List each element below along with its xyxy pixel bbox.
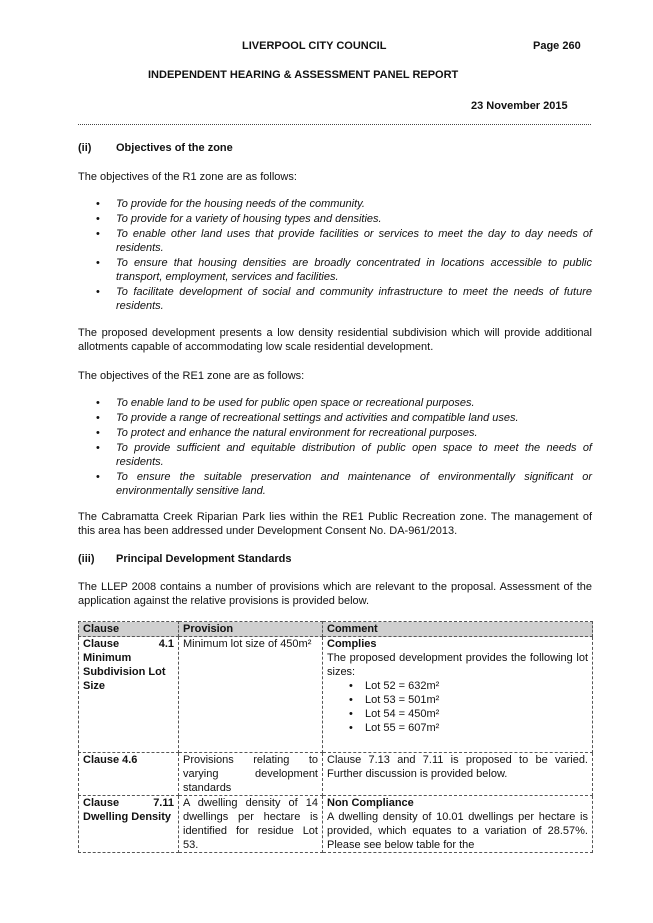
- comment-text: The proposed development provides the following lot sizes:: [327, 652, 588, 678]
- section-number: (ii): [78, 142, 92, 154]
- header-divider: [78, 124, 591, 125]
- provision-cell: Provisions relating to varying development standards: [179, 753, 323, 796]
- clause-cell: [79, 637, 179, 753]
- list-item: • To provide sufficient and equitable distribution of public open space to meet the needs of residents.: [78, 441, 592, 469]
- table-row: [79, 753, 593, 796]
- comment-cell: Clause 7.13 and 7.11 is proposed to be varied. Further discussion is provided below.: [323, 753, 593, 796]
- list-item: • Lot 52 = 632m²: [349, 679, 588, 693]
- report-title: INDEPENDENT HEARING & ASSESSMENT PANEL REPORT: [148, 69, 459, 81]
- clause-number: 4.1: [158, 638, 174, 650]
- list-item: • To enable land to be used for public open space or recreational purposes.: [78, 396, 592, 410]
- re1-summary: The Cabramatta Creek Riparian Park lies within the RE1 Public Recreation zone. The management of this area has been addressed under Development Consent No. DA-961/2013.: [78, 511, 592, 537]
- section-heading-standards: [78, 553, 291, 565]
- section-number: (iii): [78, 553, 95, 565]
- table-row: [79, 796, 593, 853]
- clause-title: Minimum Subdivision Lot Size: [83, 652, 166, 692]
- r1-objectives-list: [78, 197, 592, 314]
- list-item: • To ensure the suitable preservation and maintenance of environmentally significant or environmentally sensitive land.: [78, 470, 592, 498]
- list-item: • To provide a range of recreational settings and activities and compatible land uses.: [78, 411, 592, 425]
- r1-intro: The objectives of the R1 zone are as follows:: [78, 171, 297, 183]
- re1-objectives-list: [78, 396, 592, 499]
- list-item: • To provide for the housing needs of the community.: [78, 197, 592, 211]
- column-header-clause: Clause: [79, 622, 179, 637]
- list-item: • Lot 53 = 501m²: [349, 693, 588, 707]
- section-title: Objectives of the zone: [116, 142, 233, 154]
- list-item: • Lot 54 = 450m²: [349, 707, 588, 721]
- table-row: [79, 637, 593, 753]
- page-number: Page 260: [533, 40, 581, 52]
- clause-word: Clause: [83, 638, 120, 650]
- clause-title: Dwelling Density: [83, 811, 172, 823]
- comment-cell: [323, 796, 593, 853]
- r1-summary: The proposed development presents a low density residential subdivision which will provide additional allotments capable of accommodating low scale residential development.: [78, 327, 592, 353]
- column-header-provision: Provision: [179, 622, 323, 637]
- column-header-comment: Comment: [323, 622, 593, 637]
- clause-word: Clause: [83, 797, 120, 809]
- standards-intro: The LLEP 2008 contains a number of provisions which are relevant to the proposal. Assessment of the application against the relative provisions is provided below.: [78, 581, 592, 607]
- list-item: • To enable other land uses that provide facilities or services to meet the day to day needs of residents.: [78, 227, 592, 255]
- compliance-status: Non Compliance: [327, 797, 414, 809]
- re1-intro: The objectives of the RE1 zone are as follows:: [78, 370, 305, 382]
- comment-cell: [323, 637, 593, 753]
- list-item: • To protect and enhance the natural environment for recreational purposes.: [78, 426, 592, 440]
- provision-cell: Minimum lot size of 450m²: [179, 637, 323, 753]
- clause-number: 7.11: [153, 797, 174, 809]
- clause-cell: Clause 4.6: [79, 753, 179, 796]
- council-name: LIVERPOOL CITY COUNCIL: [242, 40, 387, 52]
- list-item: • To facilitate development of social and community infrastructure to meet the needs of future residents.: [78, 285, 592, 313]
- list-item: • To provide for a variety of housing types and densities.: [78, 212, 592, 226]
- section-heading-objectives: [78, 142, 233, 154]
- report-date: 23 November 2015: [471, 100, 568, 112]
- development-standards-table: [78, 621, 593, 853]
- table-header-row: [79, 622, 593, 637]
- lot-size-list: [327, 679, 588, 735]
- compliance-status: Complies: [327, 638, 377, 650]
- list-item: • To ensure that housing densities are broadly concentrated in locations accessible to public transport, employment, services and facilities.: [78, 256, 592, 284]
- list-item: • Lot 55 = 607m²: [349, 721, 588, 735]
- comment-text: A dwelling density of 10.01 dwellings per hectare is provided, which equates to a variation of 28.57%. Please see below table for the: [327, 811, 588, 851]
- section-title: Principal Development Standards: [116, 553, 292, 565]
- provision-cell: A dwelling density of 14 dwellings per hectare is identified for residue Lot 53.: [179, 796, 323, 853]
- clause-cell: [79, 796, 179, 853]
